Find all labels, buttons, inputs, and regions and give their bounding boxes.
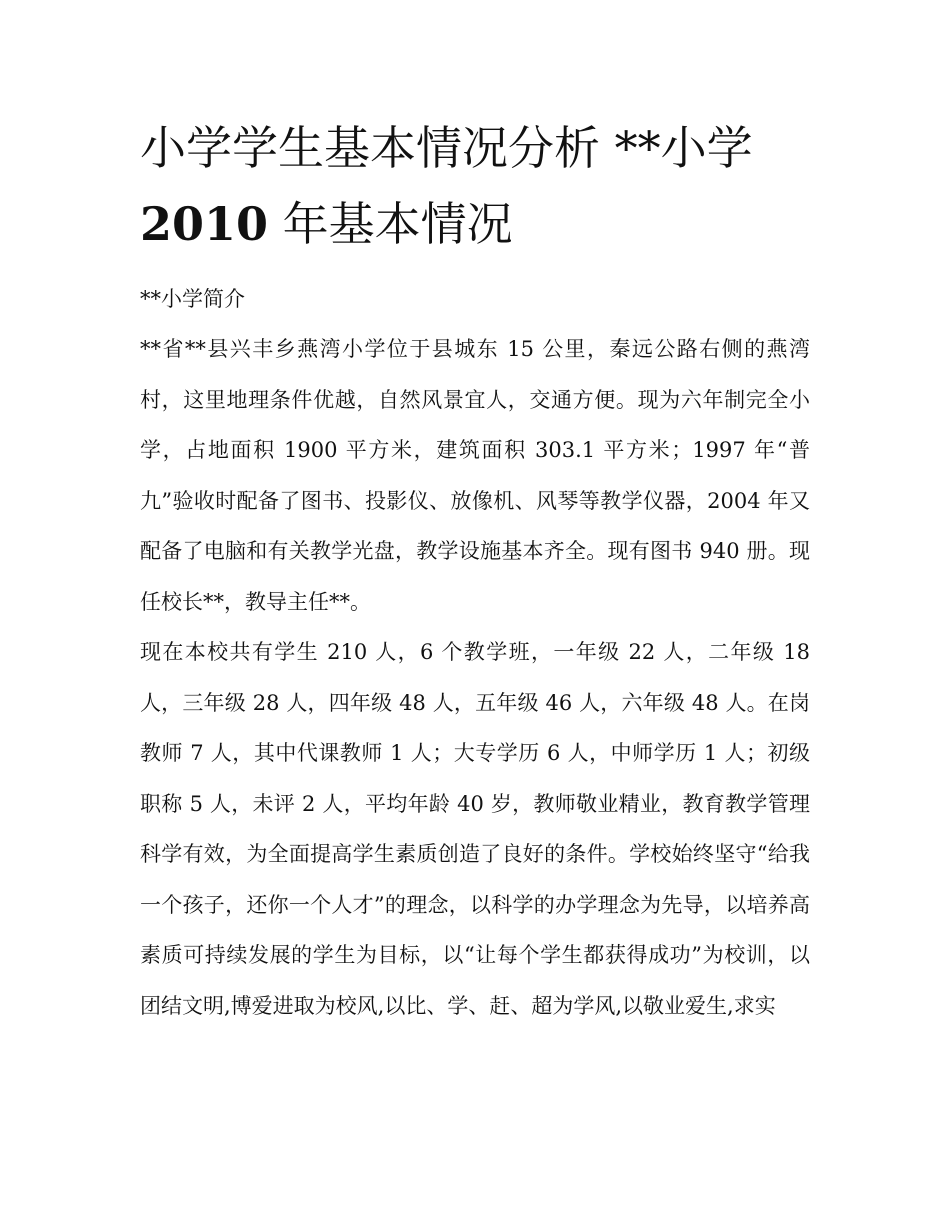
paragraph-intro: **省**县兴丰乡燕湾小学位于县城东 15 公里，秦远公路右侧的燕湾村，这里地理条件优越，自然风景宜人，交通方便。现为六年制完全小学，占地面积 1900 平方米，建筑面积 303.1 平方米；1997 年“普九”验收时配备了图书、投影仪、放像机、风琴等教学仪器，2004 年又配备了电脑和有关教学光盘，教学设施基本齐全。现有图书 940 册。现任校长**，教导主任**。 [140,337,810,614]
paragraph-students: 现在本校共有学生 210 人，6 个教学班，一年级 22 人，二年级 18 人，三年级 28 人，四年级 48 人，五年级 46 人，六年级 48 人。在岗教师 7 人，其中代课教师 1 人；大专学历 6 人，中师学历 1 人；初级职称 5 人，未评 2 人，平均年龄 40 岁，教师敬业精业，教育教学管理科学有效，为全面提高学生素质创造了良好的条件。学校始终坚守“给我一个孩子，还你一个人才”的理念，以科学的办学理念为先导，以培养高素质可持续发展的学生为目标，以“让每个学生都获得成功”为校训，以团结文明,博爱进取为校风,以比、学、赶、超为学风,以敬业爱生,求实 [140,640,810,1018]
title-year: 2010 [140,197,269,251]
document-body [140,110,810,1031]
title-text-part2: 年基本情况 [268,197,513,251]
title-text-part1: 小学学生基本情况分析 **小学 [140,121,753,175]
page-title [140,110,810,262]
section-heading: **小学简介 [140,287,245,311]
